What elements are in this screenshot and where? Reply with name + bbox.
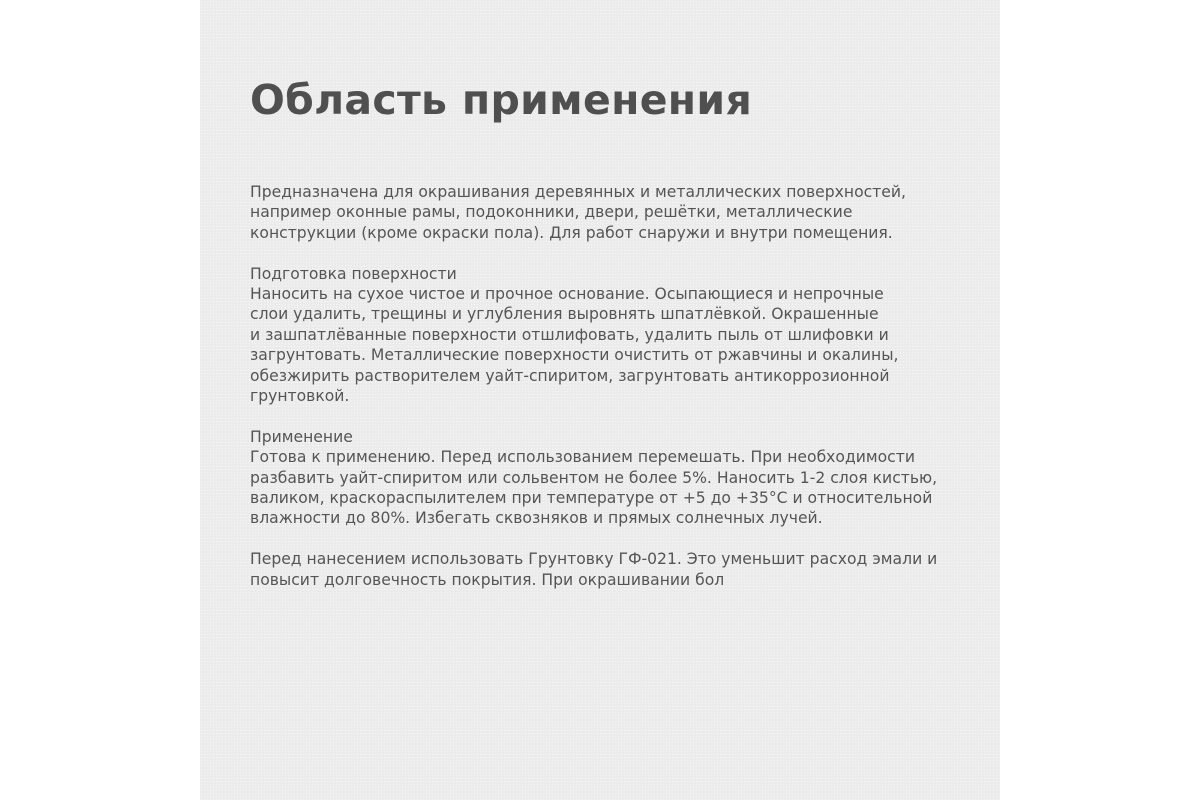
section-heading: Подготовка поверхности bbox=[250, 264, 457, 283]
text-line: Готова к применению. Перед использованием перемешать. При необходимости bbox=[250, 448, 915, 467]
application-paragraph bbox=[250, 427, 970, 529]
text-line: обезжирить растворителем уайт-спиритом, загрунтовать антикоррозионной bbox=[250, 366, 890, 385]
text-line: Наносить на сухое чистое и прочное основание. Осыпающиеся и непрочные bbox=[250, 285, 884, 304]
page-title: Область применения bbox=[250, 76, 753, 124]
text-line: и зашпатлёванные поверхности отшлифовать, удалить пыль от шлифовки и bbox=[250, 325, 889, 344]
text-line: повысит долговечность покрытия. При окрашивании бол bbox=[250, 570, 725, 589]
text-line: конструкции (кроме окраски пола). Для работ снаружи и внутри помещения. bbox=[250, 223, 893, 242]
text-line: слои удалить, трещины и углубления выровнять шпатлёвкой. Окрашенные bbox=[250, 305, 879, 324]
primer-note-paragraph bbox=[250, 549, 970, 590]
description-body bbox=[250, 182, 970, 610]
text-line: например оконные рамы, подоконники, двери, решётки, металлические bbox=[250, 203, 853, 222]
intro-paragraph bbox=[250, 182, 970, 243]
section-heading: Применение bbox=[250, 427, 353, 446]
text-line: грунтовкой. bbox=[250, 387, 350, 406]
text-line: загрунтовать. Металлические поверхности очистить от ржавчины и окалины, bbox=[250, 346, 899, 365]
text-line: влажности до 80%. Избегать сквозняков и прямых солнечных лучей. bbox=[250, 509, 823, 528]
info-panel bbox=[200, 0, 1000, 800]
text-line: Перед нанесением использовать Грунтовку ГФ-021. Это уменьшит расход эмали и bbox=[250, 550, 938, 569]
surface-preparation-paragraph bbox=[250, 264, 970, 407]
text-line: Предназначена для окрашивания деревянных и металлических поверхностей, bbox=[250, 183, 906, 201]
text-line: разбавить уайт-спиритом или сольвентом не более 5%. Наносить 1-2 слоя кистью, bbox=[250, 468, 938, 487]
text-line: валиком, краскораспылителем при температуре от +5 до +35°C и относительной bbox=[250, 489, 933, 508]
